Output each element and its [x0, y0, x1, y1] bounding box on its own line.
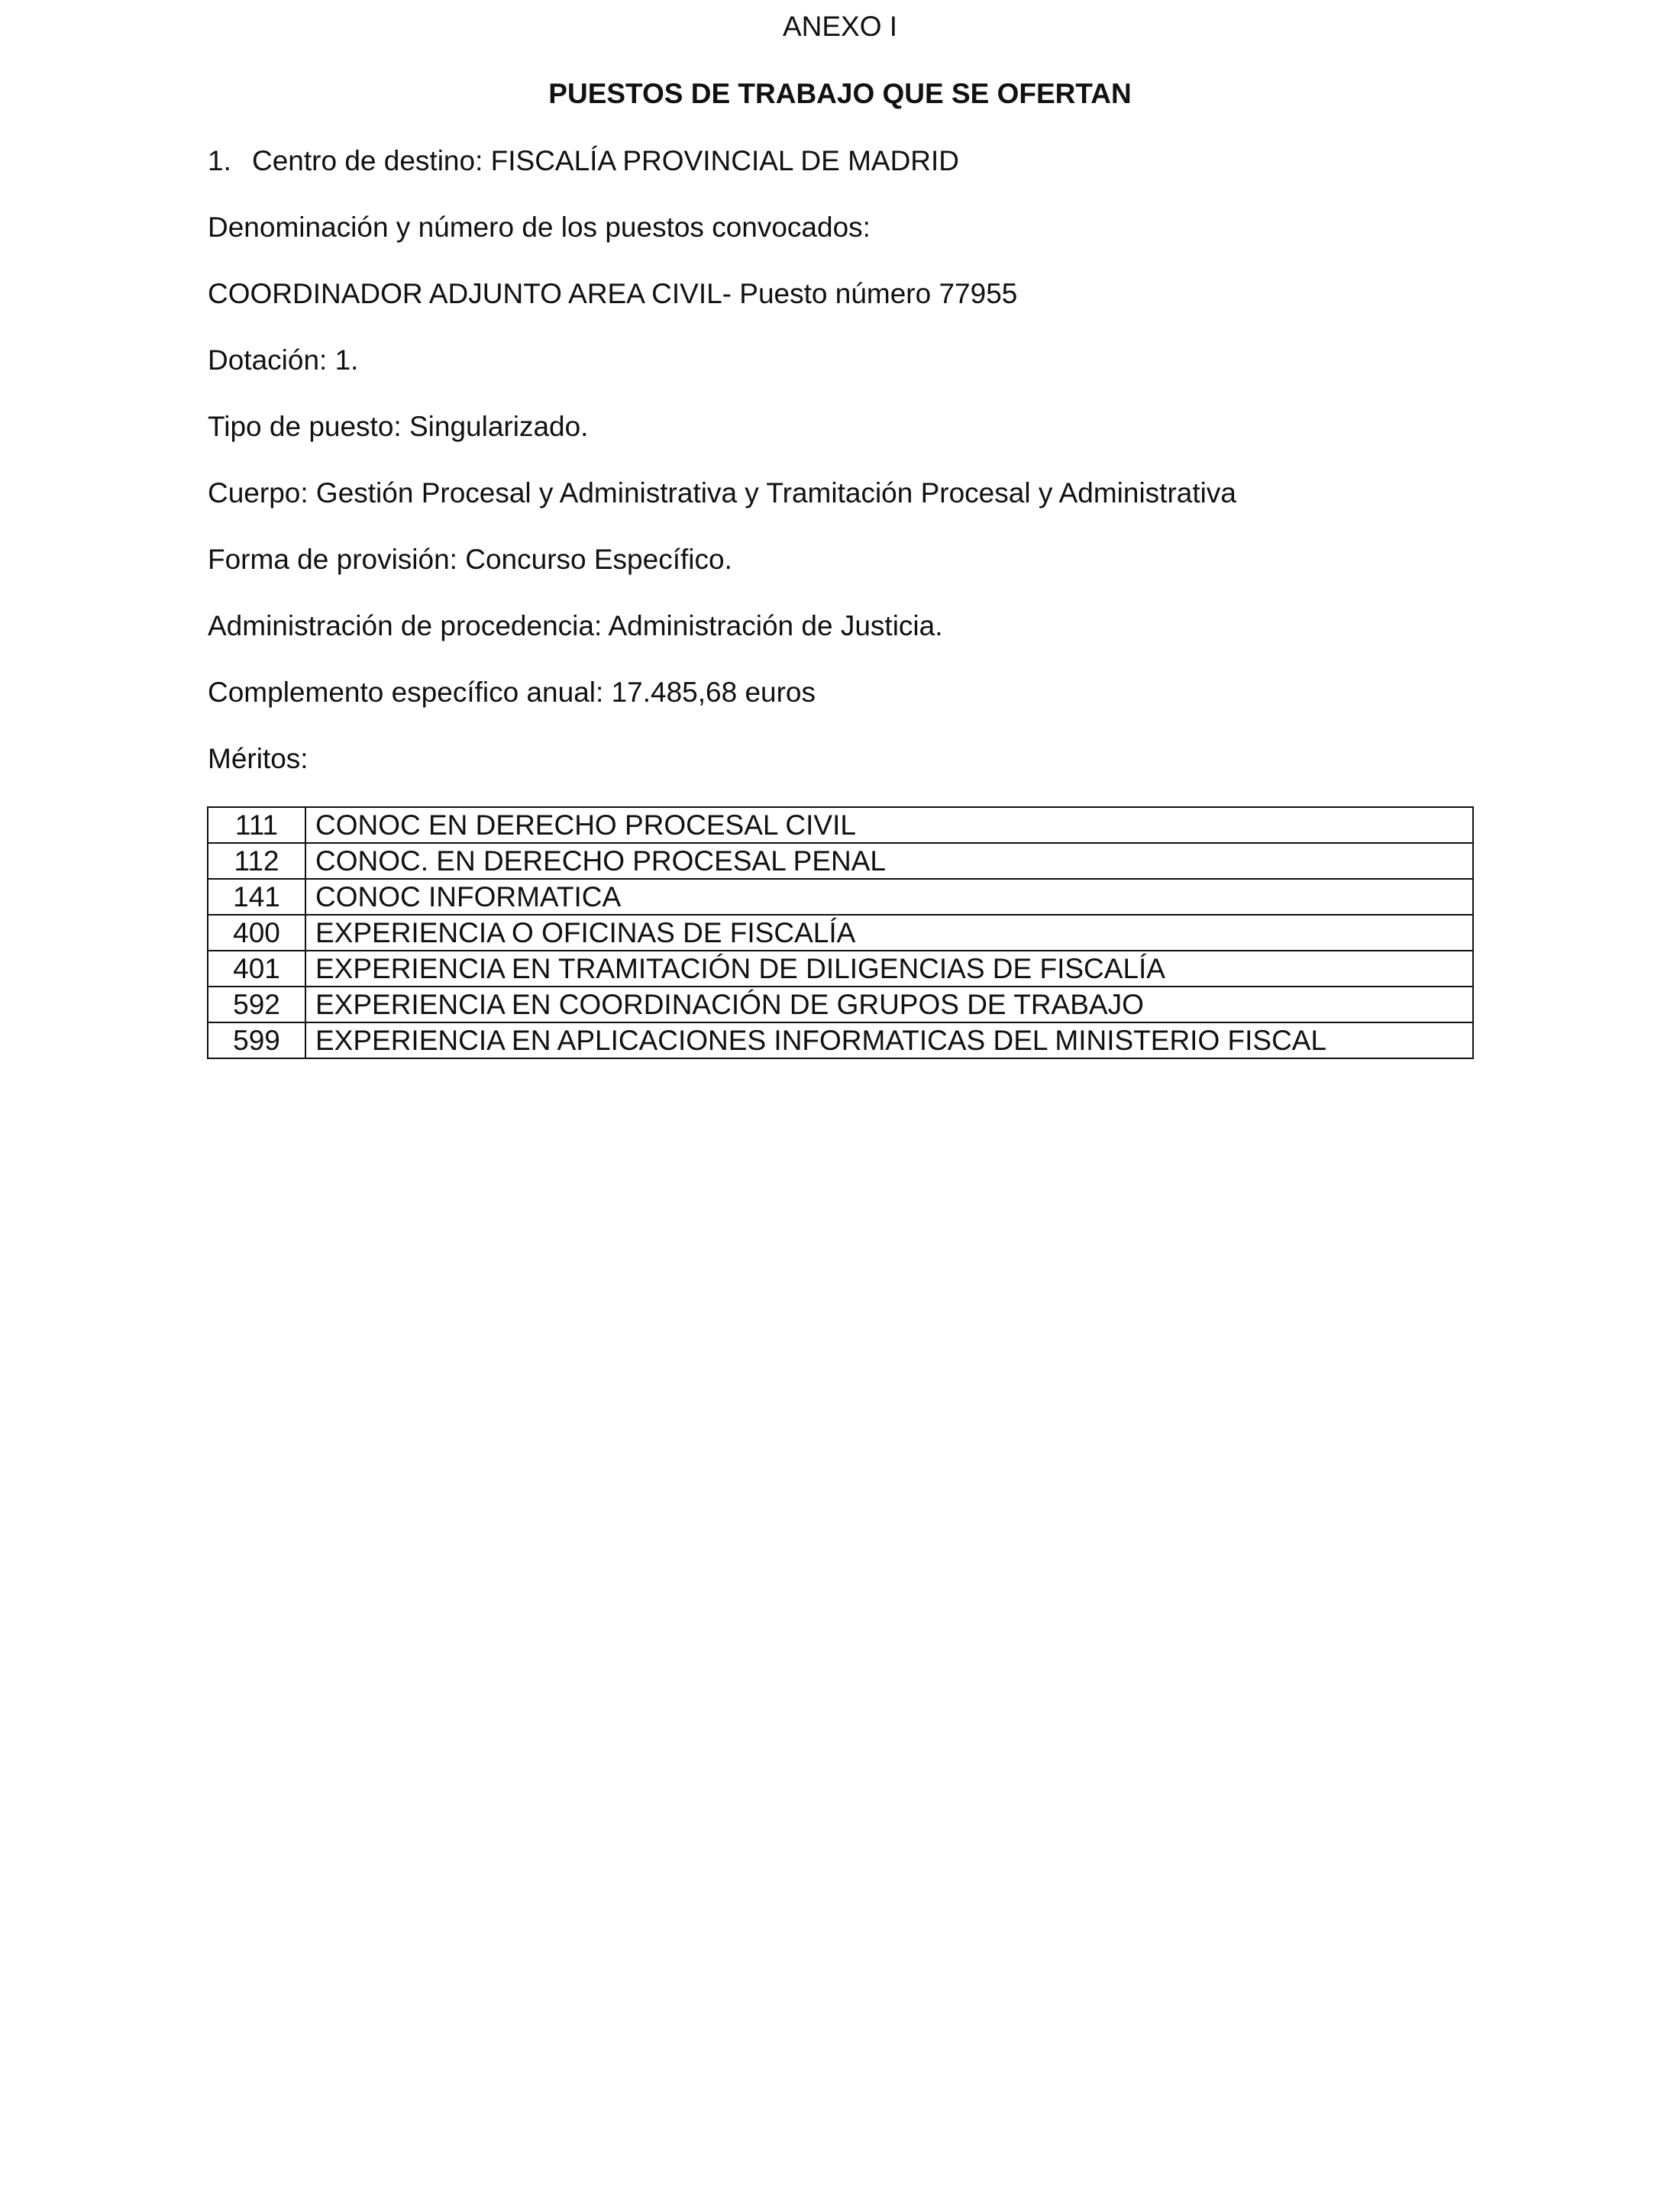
cuerpo: Cuerpo: Gestión Procesal y Administrativa y Tramitación Procesal y Administrativa [208, 477, 1236, 509]
dotacion: Dotación: 1. [208, 344, 359, 376]
table-row [208, 951, 1473, 987]
merit-code: 400 [208, 915, 305, 951]
merit-description: EXPERIENCIA EN APLICACIONES INFORMATICAS DEL MINISTERIO FISCAL [305, 1022, 1473, 1058]
merit-description: CONOC INFORMATICA [305, 879, 1473, 915]
administracion-de-procedencia: Administración de procedencia: Administración de Justicia. [208, 610, 943, 641]
annex-label: ANEXO I [782, 11, 898, 42]
destination-center-line [208, 144, 959, 179]
table-row [208, 987, 1473, 1022]
table-row [208, 879, 1473, 915]
table-row [208, 915, 1473, 951]
table-row [208, 1022, 1473, 1058]
merit-code: 599 [208, 1022, 305, 1058]
merit-description: EXPERIENCIA O OFICINAS DE FISCALÍA [305, 915, 1473, 951]
merit-description: EXPERIENCIA EN TRAMITACIÓN DE DILIGENCIAS DE FISCALÍA [305, 951, 1473, 987]
item-number: 1. [208, 145, 231, 176]
merit-code: 141 [208, 879, 305, 915]
destination-center: Centro de destino: FISCALÍA PROVINCIAL DE MADRID [252, 145, 960, 176]
merit-code: 401 [208, 951, 305, 987]
merit-description: EXPERIENCIA EN COORDINACIÓN DE GRUPOS DE TRABAJO [305, 987, 1473, 1022]
merit-description: CONOC. EN DERECHO PROCESAL PENAL [305, 843, 1473, 879]
merit-description: CONOC EN DERECHO PROCESAL CIVIL [305, 807, 1473, 843]
table-row [208, 807, 1473, 843]
forma-de-provision: Forma de provisión: Concurso Específico. [208, 544, 732, 575]
tipo-de-puesto: Tipo de puesto: Singularizado. [208, 411, 589, 442]
merit-code: 111 [208, 807, 305, 843]
complemento-especifico: Complemento específico anual: 17.485,68 euros [208, 677, 816, 708]
meritos-label: Méritos: [208, 743, 309, 774]
document-title: PUESTOS DE TRABAJO QUE SE OFERTAN [548, 78, 1132, 109]
denomination-label: Denominación y número de los puestos convocados: [208, 212, 871, 243]
merits-table [207, 806, 1474, 1059]
denomination: COORDINADOR ADJUNTO AREA CIVIL- Puesto número 77955 [208, 278, 1018, 309]
merit-code: 592 [208, 987, 305, 1022]
merit-code: 112 [208, 843, 305, 879]
table-row [208, 843, 1473, 879]
